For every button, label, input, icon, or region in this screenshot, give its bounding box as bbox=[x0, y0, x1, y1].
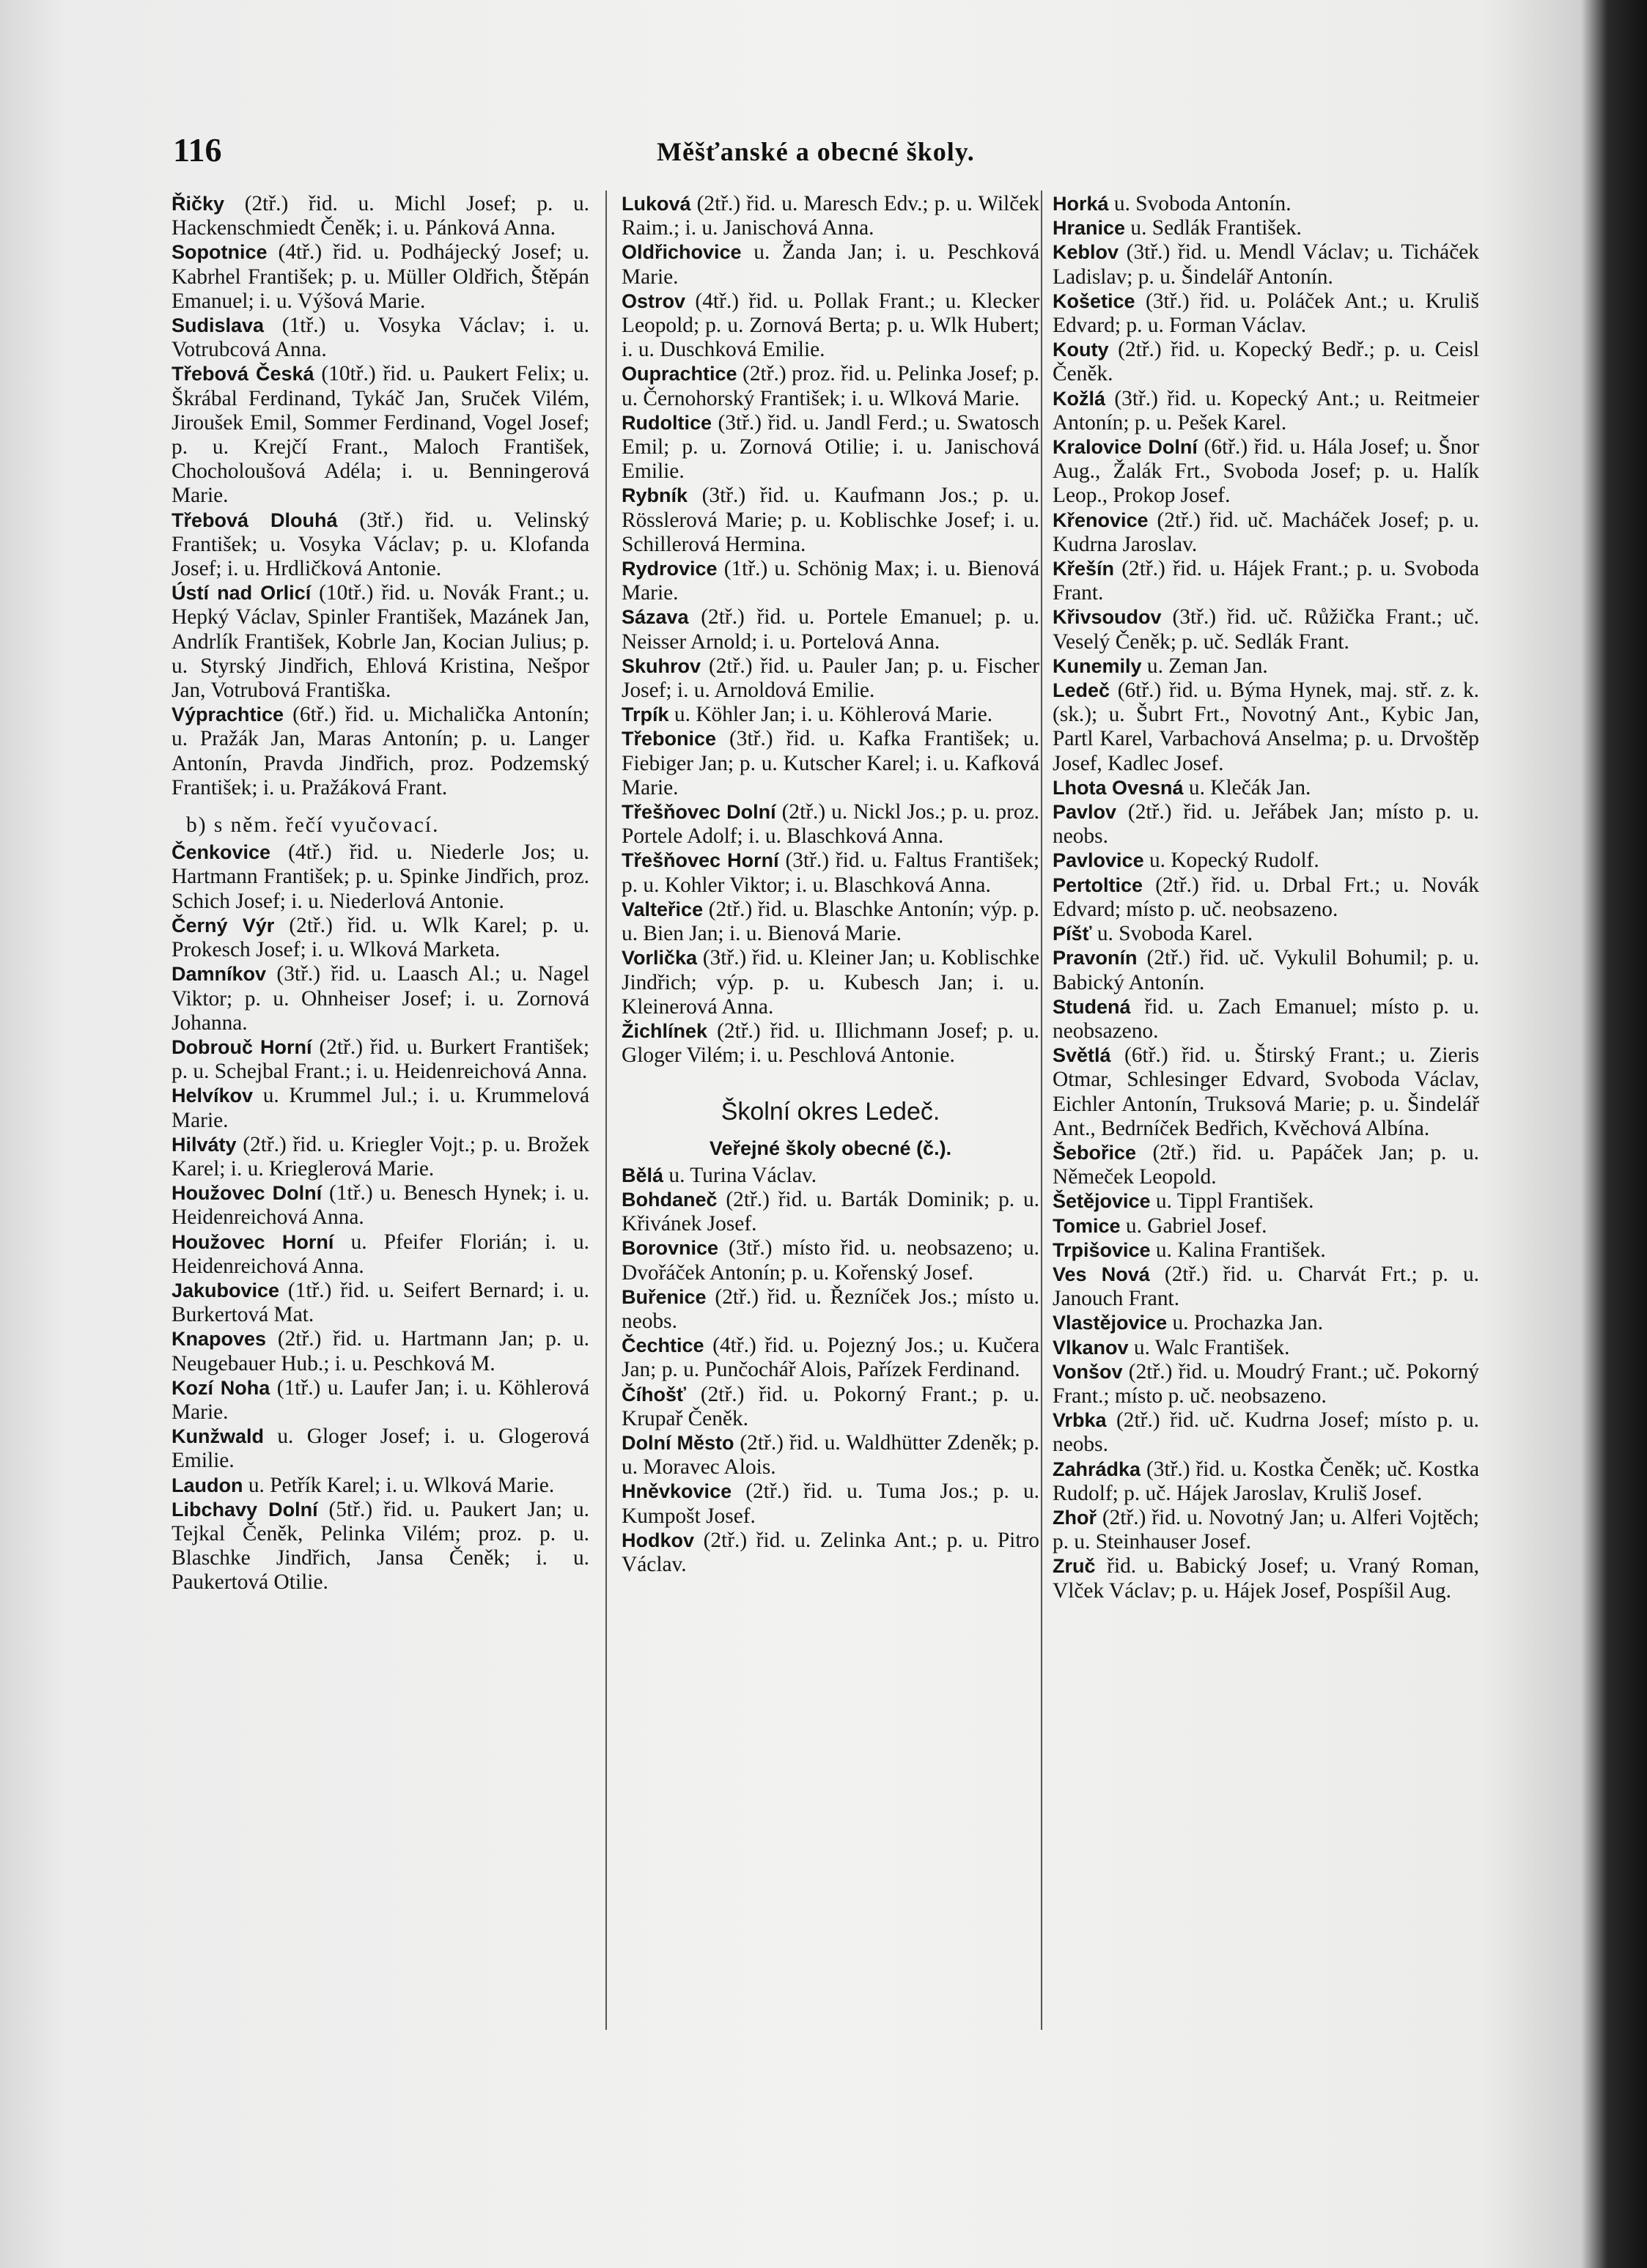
place-name: Kunžwald bbox=[172, 1425, 264, 1448]
section-subheading: b) s něm. řečí vyučovací. bbox=[186, 813, 440, 838]
entry-text: (4tř.) řid. u. Pollak Frant.; u. Klecker Leopold; p. u. Zornová Berta; p. u. Wlk Hubert; i. u. Duschková Emilie. bbox=[622, 289, 1039, 362]
entry-text: řid. u. Babický Josef; u. Vraný Roman, Vlček Václav; p. u. Hájek Josef, Pospíšil Aug. bbox=[1053, 1554, 1479, 1603]
place-name: Třešňovec Horní bbox=[622, 849, 779, 872]
entry-text: (2tř.) řid. u. Zelinka Ant.; p. u. Pitro Václav. bbox=[622, 1528, 1039, 1576]
entry-text: (3tř.) řid. u. Mendl Václav; u. Ticháček Ladislav; p. u. Šindelář Antonín. bbox=[1053, 240, 1479, 289]
entry-text: (3tř.) řid. u. Kafka František; u. Fiebiger Jan; p. u. Kutscher Karel; i. u. Kafková Marie. bbox=[622, 727, 1039, 799]
entry-text: (2tř.) řid. u. Jeřábek Jan; místo p. u. neobs. bbox=[1053, 800, 1479, 849]
place-name: Černý Výr bbox=[172, 914, 275, 937]
school-entry bbox=[172, 1327, 589, 1375]
place-name: Helvíkov bbox=[172, 1085, 254, 1107]
place-name: Křešín bbox=[1053, 558, 1115, 580]
school-entry bbox=[622, 898, 1039, 946]
place-name: Zruč bbox=[1053, 1555, 1096, 1578]
place-name: Dobrouč Horní bbox=[172, 1035, 312, 1058]
entry-text: (2tř.) řid. uč. Kudrna Josef; místo p. u. neobs. bbox=[1053, 1408, 1479, 1457]
entry-text: (3tř.) řid. uč. Růžička Frant.; uč. Veselý Čeněk; p. uč. Sedlák Frant. bbox=[1053, 605, 1479, 654]
place-name: Kunemily bbox=[1053, 654, 1142, 677]
school-entry bbox=[172, 1230, 589, 1279]
school-entry bbox=[622, 800, 1039, 849]
school-entry bbox=[622, 1529, 1039, 1577]
school-entry bbox=[622, 192, 1039, 240]
school-entry bbox=[1053, 922, 1479, 946]
place-name: Křivsoudov bbox=[1053, 606, 1162, 629]
school-entry bbox=[622, 946, 1039, 1019]
place-name: Hodkov bbox=[622, 1529, 695, 1551]
place-name: Studená bbox=[1053, 995, 1131, 1018]
school-entry bbox=[1053, 1360, 1479, 1408]
entry-text: (3tř.) řid. u. Velinský František; u. Vosyka Václav; p. u. Klofanda Josef; i. u. Hrdličková Antonie. bbox=[172, 508, 589, 581]
entry-text: (3tř.) řid. u. Faltus František; p. u. Kohler Viktor; i. u. Blaschková Anna. bbox=[622, 849, 1039, 897]
entry-text: u. Gabriel Josef. bbox=[1120, 1214, 1267, 1238]
place-name: Třešňovec Dolní bbox=[622, 801, 776, 824]
school-entry bbox=[622, 1480, 1039, 1528]
place-name: Kralovice Dolní bbox=[1053, 436, 1198, 459]
school-entry bbox=[172, 314, 589, 362]
place-name: Horká bbox=[1053, 193, 1109, 215]
entry-text: u. Walc František. bbox=[1128, 1335, 1290, 1359]
place-name: Vonšov bbox=[1053, 1360, 1123, 1383]
entry-text: (2tř.) řid. u. Portele Emanuel; p. u. Neisser Arnold; i. u. Portelová Anna. bbox=[622, 605, 1039, 654]
school-entry bbox=[172, 703, 589, 800]
entry-text: u. Köhler Jan; i. u. Köhlerová Marie. bbox=[668, 703, 993, 727]
place-name: Skuhrov bbox=[622, 654, 701, 677]
entry-text: (3tř.) řid. u. Kleiner Jan; u. Koblischke Jindřich; výp. p. u. Kubesch Jan; i. u. Kleinerová Anna. bbox=[622, 946, 1039, 1019]
place-name: Hranice bbox=[1053, 217, 1126, 240]
district-heading: Školní okres Ledeč. bbox=[721, 1098, 940, 1126]
place-name: Pavlovice bbox=[1053, 849, 1144, 872]
entry-text: u. Turina Václav. bbox=[663, 1163, 817, 1187]
school-entry bbox=[1053, 192, 1479, 216]
school-entry bbox=[172, 1474, 589, 1498]
place-name: Libchavy Dolní bbox=[172, 1498, 318, 1521]
entry-text: u. Krummel Jul.; i. u. Krummelová Marie. bbox=[172, 1084, 589, 1132]
place-name: Dolní Město bbox=[622, 1431, 734, 1454]
place-name: Kozí Noha bbox=[172, 1376, 270, 1399]
place-name: Houžovec Dolní bbox=[172, 1182, 323, 1205]
school-entry bbox=[622, 484, 1039, 557]
school-entry bbox=[622, 1236, 1039, 1285]
place-name: Číhošť bbox=[622, 1383, 686, 1406]
entry-text: u. Gloger Josef; i. u. Glogerová Emilie. bbox=[172, 1425, 589, 1473]
place-name: Třebová Česká bbox=[172, 363, 314, 385]
entry-text: (2tř.) řid. u. Hartmann Jan; p. u. Neugebauer Hub.; i. u. Peschková M. bbox=[172, 1327, 589, 1375]
entry-text: (2tř.) řid. u. Blaschke Antonín; výp. p. u. Bien Jan; i. u. Bienová Marie. bbox=[622, 897, 1039, 946]
column-2 bbox=[622, 192, 1039, 2024]
school-entry bbox=[1053, 1043, 1479, 1141]
entry-text: u. Svoboda Antonín. bbox=[1108, 192, 1292, 215]
entry-text: (2tř.) řid. u. Maresch Edv.; p. u. Wilček Raim.; i. u. Janischová Anna. bbox=[622, 192, 1039, 240]
entry-text: u. Žanda Jan; i. u. Peschková Marie. bbox=[622, 240, 1039, 289]
entry-text: (2tř.) řid. uč. Macháček Josef; p. u. Kudrna Jaroslav. bbox=[1053, 508, 1479, 556]
school-entry bbox=[1053, 1311, 1479, 1335]
place-name: Třebová Dlouhá bbox=[172, 509, 338, 531]
entry-text: (2tř.) řid. u. Novotný Jan; u. Alferi Vojtěch; p. u. Steinhauser Josef. bbox=[1053, 1505, 1479, 1554]
place-name: Ústí nad Orlicí bbox=[172, 582, 312, 605]
entry-text: (6tř.) řid. u. Štirský Frant.; u. Zieris Otmar, Schlesinger Edvard, Svoboda Václav, Eichler Antonín, Truksová Marie; p. u. Šindelář Ant., Bedrníček Bedřich, Kvěchová Albína. bbox=[1053, 1043, 1479, 1140]
place-name: Valteřice bbox=[622, 898, 704, 920]
school-entry bbox=[1053, 873, 1479, 922]
school-entry bbox=[1053, 654, 1479, 679]
entry-text: (2tř.) řid. u. Pauler Jan; p. u. Fischer Josef; i. u. Arnoldová Emilie. bbox=[622, 654, 1039, 703]
place-name: Ledeč bbox=[1053, 679, 1110, 702]
place-name: Žichlínek bbox=[622, 1019, 708, 1042]
column-1 bbox=[172, 192, 589, 2024]
place-name: Křenovice bbox=[1053, 509, 1149, 531]
entry-text: (2tř.) řid. u. Kopecký Bedř.; p. u. Ceisl Čeněk. bbox=[1053, 338, 1479, 386]
entry-text: u. Prochazka Jan. bbox=[1167, 1311, 1324, 1335]
place-name: Vlkanov bbox=[1053, 1336, 1129, 1359]
school-entry bbox=[1053, 509, 1479, 557]
school-entry bbox=[1053, 995, 1479, 1043]
school-entry bbox=[622, 362, 1039, 410]
entry-text: (3tř.) místo řid. u. neobsazeno; u. Dvořáček Antonín; p. u. Kořenský Josef. bbox=[622, 1236, 1039, 1285]
school-entry bbox=[1053, 946, 1479, 994]
place-name: Kožlá bbox=[1053, 387, 1106, 410]
entry-text: (2tř.) řid. u. Drbal Frt.; u. Novák Edvard; místo p. uč. neobsazeno. bbox=[1053, 873, 1479, 921]
school-entry bbox=[172, 1498, 589, 1595]
school-entry bbox=[622, 1431, 1039, 1480]
entry-text: (6tř.) řid. u. Býma Hynek, maj. stř. z. k. (sk.); u. Šubrt Frt., Novotný Ant., Kybic Jan, Partl Karel, Varbachová Anselma; p. u. Drvoštěp Josef, Kadlec Josef. bbox=[1053, 679, 1479, 775]
school-entry bbox=[1053, 338, 1479, 386]
entry-text: (10tř.) řid. u. Paukert Felix; u. Škrábal Ferdinand, Tykáč Jan, Sruček Vilém, Jiroušek Emil, Sommer Ferdinand, Vogel Josef; p. u. Krejčí Frant., Maloch František, Chocholoušová Adéla; i. u. Benningerová Marie. bbox=[172, 362, 589, 508]
entry-text: (3tř.) řid. u. Kostka Čeněk; uč. Kostka Rudolf; p. uč. Hájek Jaroslav, Kruliš Josef. bbox=[1053, 1457, 1479, 1505]
entry-text: (1tř.) u. Vosyka Václav; i. u. Votrubcová Anna. bbox=[172, 314, 589, 362]
place-name: Šetějovice bbox=[1053, 1190, 1151, 1213]
school-entry bbox=[622, 703, 1039, 727]
entry-text: (4tř.) řid. u. Niederle Jos; u. Hartmann František; p. u. Spinke Jindřich, proz. Schich Josef; i. u. Niederlová Antonie. bbox=[172, 841, 589, 913]
entry-text: u. Kalina František. bbox=[1150, 1238, 1326, 1262]
entry-text: (3tř.) řid. u. Poláček Ant.; u. Kruliš Edvard; p. u. Forman Václav. bbox=[1053, 289, 1479, 338]
school-entry bbox=[172, 914, 589, 962]
place-name: Sopotnice bbox=[172, 241, 268, 264]
entry-text: řid. u. Zach Emanuel; místo p. u. neobsazeno. bbox=[1053, 994, 1479, 1043]
entry-text: (6tř.) řid. u. Hála Josef; u. Šnor Aug., Žalák Frt., Svoboda Josef; p. u. Halík Leop., Prokop Josef. bbox=[1053, 435, 1479, 508]
place-name: Čenkovice bbox=[172, 841, 271, 864]
place-name: Pertoltice bbox=[1053, 873, 1143, 896]
place-name: Třebonice bbox=[622, 728, 717, 750]
place-name: Knapoves bbox=[172, 1328, 267, 1351]
place-name: Laudon bbox=[172, 1474, 243, 1496]
place-name: Rybník bbox=[622, 484, 688, 507]
school-entry bbox=[172, 1425, 589, 1473]
school-entry bbox=[1053, 240, 1479, 289]
entry-text: (2tř.) řid. uč. Vykulil Bohumil; p. u. Babický Antonín. bbox=[1053, 946, 1479, 994]
place-name: Sázava bbox=[622, 606, 689, 629]
school-entry bbox=[1053, 605, 1479, 654]
place-name: Hilváty bbox=[172, 1133, 237, 1156]
entry-text: (4tř.) řid. u. Pojezný Jos.; u. Kučera Jan; p. u. Punčochář Alois, Pařízek Ferdinand. bbox=[622, 1334, 1039, 1382]
entry-text: (2tř.) řid. u. Papáček Jan; p. u. Němeček Leopold. bbox=[1053, 1140, 1479, 1189]
entry-text: (2tř.) řid. u. Barták Dominik; p. u. Křivánek Josef. bbox=[622, 1187, 1039, 1236]
place-name: Zahrádka bbox=[1053, 1458, 1141, 1480]
entry-text: (3tř.) řid. u. Jandl Ferd.; u. Swatosch Emil; p. u. Zornová Otilie; i. u. Janischová Emilie. bbox=[622, 410, 1039, 484]
school-entry bbox=[622, 727, 1039, 800]
entry-text: (2tř.) řid. u. Wlk Karel; p. u. Prokesch Josef; i. u. Wlková Marketa. bbox=[172, 913, 589, 962]
entry-text: (2tř.) řid. u. Burkert František; p. u. Schejbal Frant.; i. u. Heidenreichová Anna. bbox=[172, 1035, 589, 1084]
entry-text: u. Tippl František. bbox=[1150, 1189, 1314, 1214]
school-entry bbox=[172, 509, 589, 582]
place-name: Trpík bbox=[622, 703, 669, 726]
entry-text: (2tř.) u. Nickl Jos.; p. u. proz. Portele Adolf; i. u. Blaschková Anna. bbox=[622, 800, 1039, 849]
school-entry bbox=[1053, 435, 1479, 509]
entry-text: (2tř.) řid. u. Kriegler Vojt.; p. u. Brožek Karel; i. u. Krieglerová Marie. bbox=[172, 1132, 589, 1181]
school-entry bbox=[172, 1133, 589, 1181]
entry-text: u. Petřík Karel; i. u. Wlková Marie. bbox=[243, 1473, 555, 1497]
place-name: Tomice bbox=[1053, 1214, 1121, 1237]
place-name: Houžovec Horní bbox=[172, 1230, 334, 1253]
page-number: 116 bbox=[173, 131, 222, 169]
place-name: Sudislava bbox=[172, 314, 265, 337]
school-entry bbox=[172, 240, 589, 314]
school-entry bbox=[172, 362, 589, 508]
column-rule bbox=[605, 191, 607, 2030]
place-name: Světlá bbox=[1053, 1044, 1111, 1067]
place-name: Vorlička bbox=[622, 947, 698, 969]
school-entry bbox=[172, 962, 589, 1035]
school-entry bbox=[1053, 1141, 1479, 1189]
place-name: Píšť bbox=[1053, 923, 1092, 945]
entry-text: (3tř.) řid. u. Laasch Al.; u. Nagel Viktor; p. u. Ohnheiser Josef; i. u. Zornová Johanna. bbox=[172, 962, 589, 1035]
place-name: Kouty bbox=[1053, 339, 1109, 361]
entry-text: (6tř.) řid. u. Michalička Antonín; u. Pražák Jan, Maras Antonín; p. u. Langer Antonín, Pravda Jindřich, proz. Podzemský František; i. u. Pražáková Frant. bbox=[172, 703, 589, 799]
school-entry bbox=[172, 1181, 589, 1230]
place-name: Oldřichovice bbox=[622, 241, 742, 264]
school-entry bbox=[622, 411, 1039, 484]
school-entry bbox=[172, 192, 589, 240]
place-name: Hněvkovice bbox=[622, 1480, 732, 1503]
column-rule bbox=[1041, 191, 1042, 2030]
school-entry bbox=[622, 289, 1039, 363]
place-name: Rydrovice bbox=[622, 558, 718, 580]
entry-text: (2tř.) řid. u. Michl Josef; p. u. Hackenschmiedt Čeněk; i. u. Pánková Anna. bbox=[172, 192, 589, 240]
entry-text: (2tř.) řid. u. Waldhütter Zdeněk; p. u. Moravec Alois. bbox=[622, 1430, 1039, 1480]
school-entry bbox=[172, 1279, 589, 1327]
school-entry bbox=[1053, 1506, 1479, 1554]
entry-text: (2tř.) řid. u. Řezníček Jos.; místo u. neobs. bbox=[622, 1285, 1039, 1333]
place-name: Ostrov bbox=[622, 289, 686, 312]
place-name: Čechtice bbox=[622, 1334, 704, 1357]
running-head: Měšťanské a obecné školy. bbox=[657, 137, 975, 166]
entry-text: (3tř.) řid. u. Kaufmann Jos.; p. u. Rösslerová Marie; p. u. Koblischke Josef; i. u. Schillerová Hermina. bbox=[622, 484, 1039, 556]
school-entry bbox=[1053, 776, 1479, 800]
school-entry bbox=[1053, 1336, 1479, 1360]
school-entry bbox=[1053, 800, 1479, 849]
place-name: Výprachtice bbox=[172, 703, 284, 726]
place-name: Damníkov bbox=[172, 963, 267, 986]
school-entry bbox=[1053, 216, 1479, 240]
entry-text: (1tř.) řid. u. Seifert Bernard; i. u. Burkertová Mat. bbox=[172, 1278, 589, 1327]
school-entry bbox=[622, 557, 1039, 605]
school-entry bbox=[1053, 289, 1479, 338]
column-3 bbox=[1053, 192, 1479, 2024]
place-name: Vlastějovice bbox=[1053, 1312, 1168, 1334]
entry-text: u. Zeman Jan. bbox=[1141, 654, 1268, 678]
school-entry bbox=[622, 1188, 1039, 1236]
entry-text: (5tř.) řid. u. Paukert Jan; u. Tejkal Čeněk, Pelinka Vilém; proz. p. u. Blaschke Jindřich, Jansa Čeněk; i. u. Paukertová Otilie. bbox=[172, 1497, 589, 1595]
place-name: Zhoř bbox=[1053, 1506, 1097, 1529]
place-name: Košetice bbox=[1053, 289, 1135, 312]
school-entry bbox=[1053, 387, 1479, 435]
place-name: Pavlov bbox=[1053, 801, 1117, 824]
school-entry bbox=[172, 1035, 589, 1084]
school-entry bbox=[172, 1376, 589, 1425]
school-entry bbox=[172, 841, 589, 914]
place-name: Luková bbox=[622, 193, 691, 215]
school-entry bbox=[1053, 1238, 1479, 1263]
entry-text: (10tř.) řid. u. Novák Frant.; u. Hepký Václav, Spinler František, Mazánek Jan, Andrlík František, Kobrle Jan, Kocian Julius; p. u. Styrský Jindřich, Ehlová Kristina, Nešpor Jan, Votrubová Františka. bbox=[172, 581, 590, 703]
entry-text: (2tř.) řid. u. Illichmann Josef; p. u. Gloger Vilém; i. u. Peschlová Antonie. bbox=[622, 1019, 1039, 1068]
school-entry bbox=[622, 605, 1039, 654]
entry-text: (2tř.) řid. u. Hájek Frant.; p. u. Svoboda Frant. bbox=[1053, 557, 1479, 605]
place-name: Bohdaneč bbox=[622, 1188, 718, 1211]
entry-text: (1tř.) u. Benesch Hynek; i. u. Heidenreichová Anna. bbox=[172, 1181, 589, 1230]
place-name: Rudoltice bbox=[622, 411, 712, 434]
school-entry bbox=[622, 1164, 1039, 1188]
school-entry bbox=[1053, 849, 1479, 873]
entry-text: (1tř.) u. Schönig Max; i. u. Bienová Marie. bbox=[622, 557, 1039, 605]
entry-text: u. Klečák Jan. bbox=[1183, 775, 1311, 799]
place-name: Jakubovice bbox=[172, 1279, 280, 1301]
school-entry bbox=[1053, 557, 1479, 605]
place-name: Trpišovice bbox=[1053, 1238, 1151, 1261]
place-name: Keblov bbox=[1053, 241, 1119, 264]
entry-text: u. Kopecký Rudolf. bbox=[1143, 849, 1319, 873]
entry-text: u. Svoboda Karel. bbox=[1091, 922, 1253, 946]
place-name: Ouprachtice bbox=[622, 363, 737, 385]
place-name: Vrbka bbox=[1053, 1409, 1107, 1432]
school-entry bbox=[622, 240, 1039, 289]
school-entry bbox=[1053, 679, 1479, 776]
school-entry bbox=[1053, 1458, 1479, 1506]
place-name: Šebořice bbox=[1053, 1141, 1137, 1164]
place-name: Borovnice bbox=[622, 1237, 719, 1260]
entry-text: (2tř.) řid. u. Pokorný Frant.; p. u. Krupař Čeněk. bbox=[622, 1382, 1039, 1430]
school-entry bbox=[622, 654, 1039, 703]
place-name: Řičky bbox=[172, 193, 225, 215]
place-name: Bělá bbox=[622, 1164, 664, 1186]
entry-text: (1tř.) u. Laufer Jan; i. u. Köhlerová Marie. bbox=[172, 1375, 590, 1424]
school-entry bbox=[622, 1285, 1039, 1334]
entry-text: (2tř.) řid. u. Moudrý Frant.; uč. Pokorný Frant.; místo p. uč. neobsazeno. bbox=[1053, 1359, 1479, 1408]
school-entry bbox=[622, 849, 1039, 897]
school-entry bbox=[1053, 1263, 1479, 1311]
school-entry bbox=[622, 1383, 1039, 1431]
school-entry bbox=[1053, 1554, 1479, 1603]
entry-text: (2tř.) řid. u. Tuma Jos.; p. u. Kumpošt Josef. bbox=[622, 1480, 1039, 1528]
school-entry bbox=[622, 1019, 1039, 1068]
school-entry bbox=[1053, 1189, 1479, 1214]
entry-text: (3tř.) řid. u. Kopecký Ant.; u. Reitmeier Antonín; p. u. Pešek Karel. bbox=[1053, 386, 1479, 435]
school-type-heading: Veřejné školy obecné (č.). bbox=[709, 1137, 952, 1159]
school-entry bbox=[1053, 1408, 1479, 1457]
place-name: Buřenice bbox=[622, 1285, 707, 1308]
entry-text: u. Pfeifer Florián; i. u. Heidenreichová Anna. bbox=[172, 1230, 589, 1278]
entry-text: (4tř.) řid. u. Podhájecký Josef; u. Kabrhel František; p. u. Müller Oldřich, Štěpán Emanuel; i. u. Výšová Marie. bbox=[172, 240, 589, 313]
school-entry bbox=[172, 1084, 589, 1132]
entry-text: u. Sedlák František. bbox=[1125, 216, 1302, 240]
school-entry bbox=[1053, 1214, 1479, 1238]
entry-text: (2tř.) řid. u. Charvát Frt.; p. u. Janouch Frant. bbox=[1053, 1262, 1480, 1311]
place-name: Ves Nová bbox=[1053, 1263, 1150, 1285]
place-name: Lhota Ovesná bbox=[1053, 776, 1184, 799]
entry-text: (2tř.) proz. řid. u. Pelinka Josef; p. u. Černohorský František; i. u. Wlková Marie. bbox=[622, 362, 1039, 410]
school-entry bbox=[622, 1334, 1039, 1382]
place-name: Pravonín bbox=[1053, 947, 1138, 969]
school-entry bbox=[172, 581, 589, 703]
